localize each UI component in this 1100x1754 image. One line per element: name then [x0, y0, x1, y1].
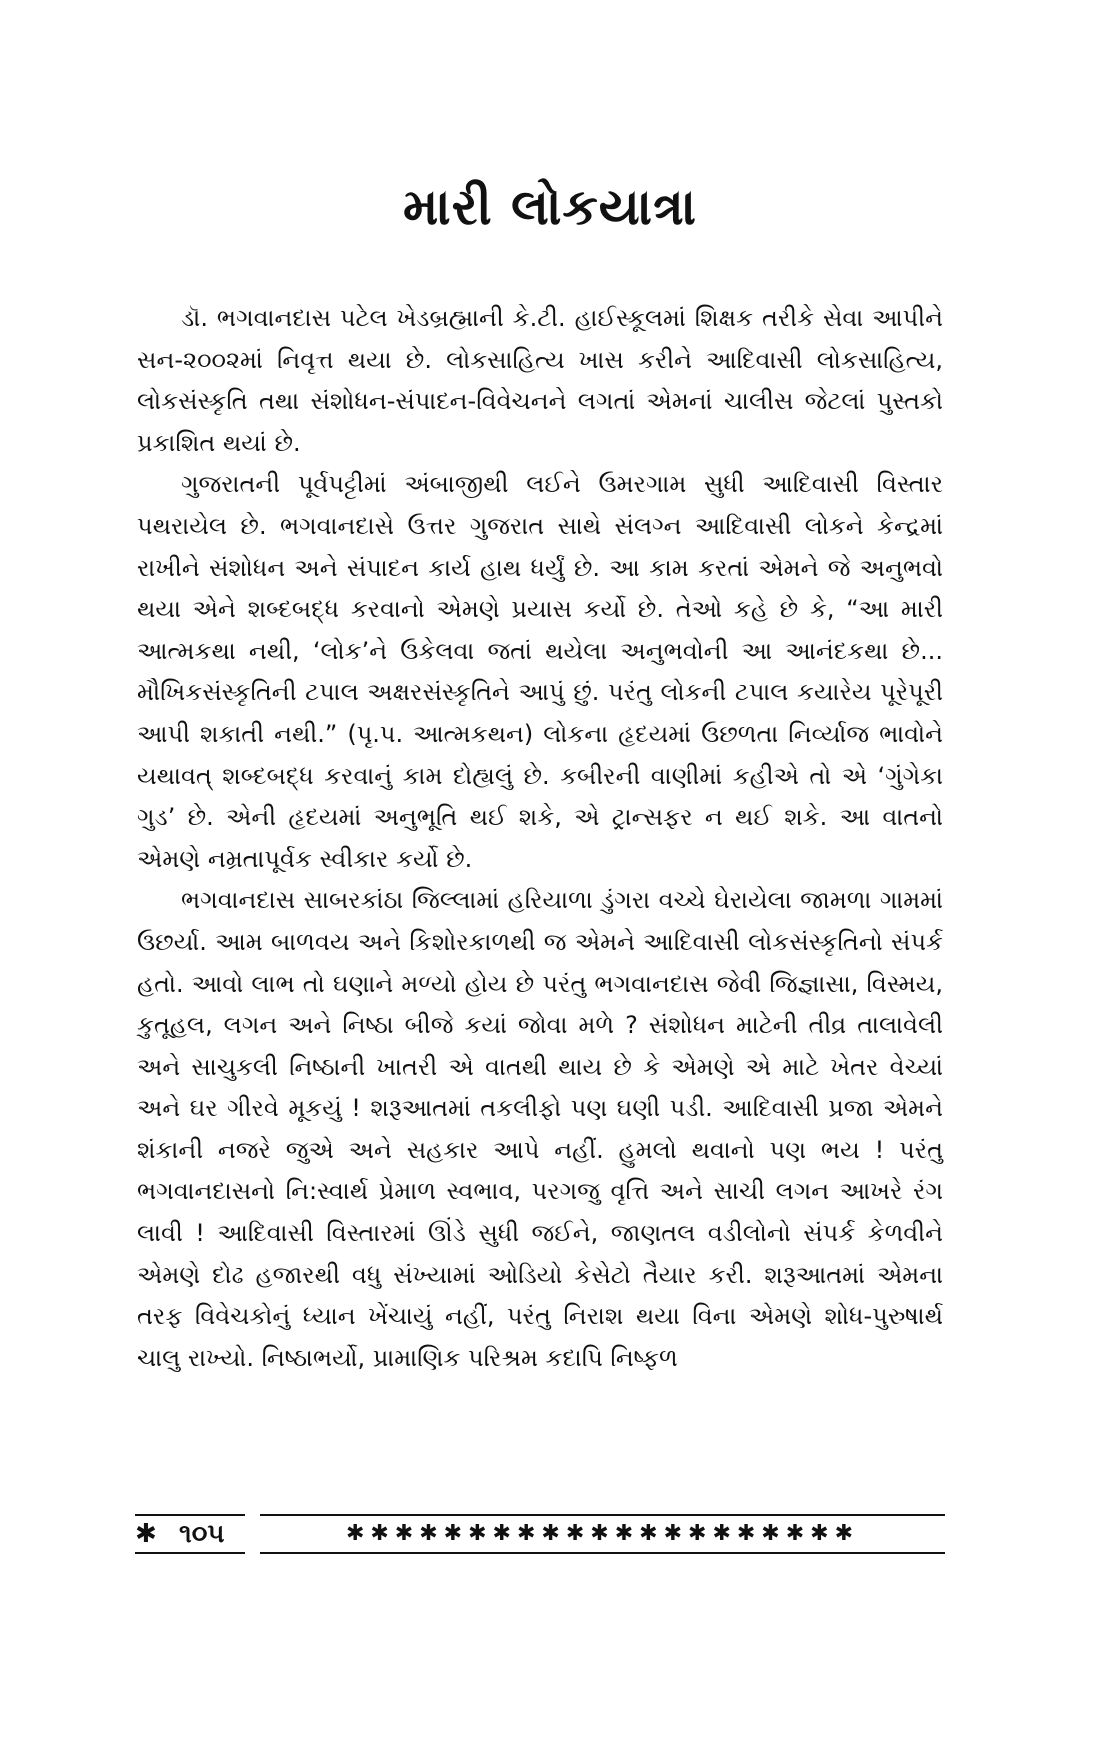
paragraph: ડૉ. ભગવાનદાસ પટેલ ખેડબ્રહ્માની કે.ટી. હાઈસ્કૂલમાં શિક્ષક તરીકે સેવા આપીને સન-૨૦૦૨માં નિવૃત્ત થયા છે. લોકસાહિત્ય ખાસ કરીને આદિવાસી લોકસાહિત્ય, લોકસંસ્કૃતિ તથા સંશોધન-સંપાદન-વિવેચનને લગતાં એમનાં ચાલીસ જેટલાં પુસ્તકો પ્રકાશિત થયાં છે.: [137, 304, 943, 457]
page-title: મારી લોકયાત્રા: [403, 178, 697, 236]
paragraph: ગુજરાતની પૂર્વપટ્ટીમાં અંબાજીથી લઈને ઉમરગામ સુધી આદિવાસી વિસ્તાર પથરાયેલ છે. ભગવાનદાસે ઉત્તર ગુજરાત સાથે સંલગ્ન આદિવાસી લોકને કેન્દ્રમાં રાખીને સંશોધન અને સંપાદન કાર્ય હાથ ધર્યું છે. આ કામ કરતાં એમને જે અનુભવો થયા એને શબ્દબદ્ધ કરવાનો એમણે પ્રયાસ કર્યો છે. તેઓ કહે છે કે, “આ મારી આત્મકથા નથી, ‘લોક’ને ઉકેલવા જતાં થયેલા અનુભવોની આ આનંદકથા છે... મૌખિકસંસ્કૃતિની ટપાલ અક્ષરસંસ્કૃતિને આપું છું. પરંતુ લોકની ટપાલ કયારેય પૂરેપૂરી આપી શકાતી નથી.” (પૃ.પ. આત્મકથન) લોકના હૃદયમાં ઉછળતા નિર્વ્યાજ ભાવોને યથાવત્ શબ્દબદ્ધ કરવાનું કામ દોહ્યલું છે. કબીરની વાણીમાં કહીએ તો એ ‘ગુંગેકા ગુડ’ છે. એની હૃદયમાં અનુભૂતિ થઈ શકે, એ ટ્રાન્સફર ન થઈ શકે. આ વાતનો એમણે નમ્રતાપૂર્વક સ્વીકાર કર્યો છે.: [137, 470, 943, 873]
star-ornament-icon: ✱: [135, 1519, 157, 1549]
page-footer: [135, 1514, 945, 1554]
body-text: [137, 298, 943, 1379]
page-number: ૧૦૫: [179, 1519, 225, 1549]
star-ornament-band: ✱✱✱✱✱✱✱✱✱✱✱✱✱✱✱✱✱✱✱✱✱: [260, 1514, 945, 1554]
paragraph: ભગવાનદાસ સાબરકાંઠા જિલ્લામાં હરિયાળા ડુંગરા વચ્ચે ઘેરાયેલા જામળા ગામમાં ઉછર્યા. આમ બાળવય અને કિશોરકાળથી જ એમને આદિવાસી લોકસંસ્કૃતિનો સંપર્ક હતો. આવો લાભ તો ઘણાને મળ્યો હોય છે પરંતુ ભગવાનદાસ જેવી જિજ્ઞાસા, વિસ્મય, કુતૂહલ, લગન અને નિષ્ઠા બીજે કયાં જોવા મળે ? સંશોધન માટેની તીવ્ર તાલાવેલી અને સાચુકલી નિષ્ઠાની ખાતરી એ વાતથી થાય છે કે એમણે એ માટે ખેતર વેચ્યાં અને ઘર ગીરવે મૂકયું ! શરૂઆતમાં તકલીફો પણ ઘણી પડી. આદિવાસી પ્રજા એમને શંકાની નજરે જુએ અને સહકાર આપે નહીં. હુમલો થવાનો પણ ભય ! પરંતુ ભગવાનદાસનો નિ:સ્વાર્થ પ્રેમાળ સ્વભાવ, પરગજુ વૃત્તિ અને સાચી લગન આખરે રંગ લાવી ! આદિવાસી વિસ્તારમાં ઊંડે સુધી જઈને, જાણતલ વડીલોનો સંપર્ક કેળવીને એમણે દોઢ હજારથી વધુ સંખ્યામાં ઓડિયો કેસેટો તૈયાર કરી. શરૂઆતમાં એમના તરફ વિવેચકોનું ધ્યાન ખેંચાયું નહીં, પરંતુ નિરાશ થયા વિના એમણે શોધ-પુરુષાર્થ ચાલુ રાખ્યો. નિષ્ઠાભર્યો, પ્રામાણિક પરિશ્રમ કદાપિ નિષ્ફળ: [137, 886, 943, 1372]
